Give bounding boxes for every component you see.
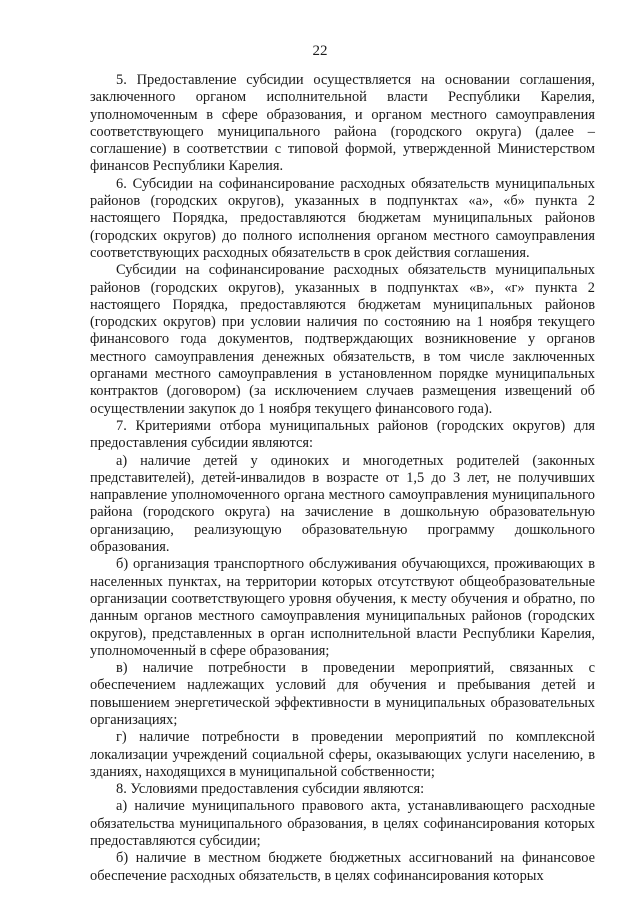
document-body: [90, 72, 595, 885]
paragraph-5: 5. Предоставление субсидии осуществляется на основании соглашения, заключенного органом исполнительной власти Республики Карелия, уполномоченным в сфере образования, и органом местного самоуправления соответствующего муниципального района (городского округа) (далее – соглашение) в соответствии с типовой формой, утвержденной Министерством финансов Республики Карелия.: [90, 72, 595, 175]
paragraph-8: 8. Условиями предоставления субсидии являются:: [116, 781, 425, 798]
paragraph-6: 6. Субсидии на софинансирование расходных обязательств муниципальных районов (городских округов), указанных в подпунктах «а», «б» пункта 2 настоящего Порядка, предоставляются бюджетам муниципальных районов (городских округов) до полного исполнения органом местного самоуправления соответствующих расходных обязательств в срок действия соглашения.: [90, 175, 595, 261]
paragraph-6-continued: Субсидии на софинансирование расходных обязательств муниципальных районов (городских округов), указанных в подпунктах «в», «г» пункта 2 настоящего Порядка, предоставляются бюджетам муниципальных районов (городских округов) при условии наличия по состоянию на 1 ноября текущего финансового года документов, подтверждающих возникновение у органов местного самоуправления денежных обязательств, в том числе заключенных органами местного самоуправления в установленном порядке муниципальных контрактов (договором) (за исключением случаев размещения извещений об осуществлении закупок до 1 ноября текущего финансового года).: [90, 262, 595, 417]
paragraph-7-b: б) организация транспортного обслуживания обучающихся, проживающих в населенных пунктах, на территории которых отсутствуют общеобразовательные организации соответствующего уровня обучения, к месту обучения и обратно, по данным органов местного самоуправления муниципальных районов (городских округов), представленных в орган исполнительной власти Республики Карелия, уполномоченный в сфере образования;: [90, 556, 595, 659]
paragraph-8-a: а) наличие муниципального правового акта, устанавливающего расходные обязательства муниципального образования, в целях софинансирования которых предоставляются субсидии;: [90, 798, 595, 850]
paragraph-7: 7. Критериями отбора муниципальных районов (городских округов) для предоставления субсидии являются:: [90, 417, 595, 452]
page-number: 22: [312, 43, 328, 59]
paragraph-7-g: г) наличие потребности в проведении мероприятий по комплексной локализации учреждений социальной сферы, оказывающих услуги населению, в зданиях, находящихся в муниципальной собственности;: [90, 729, 595, 780]
paragraph-7-v: в) наличие потребности в проведении мероприятий, связанных с обеспечением надлежащих условий для обучения и пребывания детей и повышением энергетической эффективности в муниципальных образовательных организациях;: [90, 660, 595, 728]
paragraph-8-b: б) наличие в местном бюджете бюджетных ассигнований на финансовое обеспечение расходных обязательств, в целях софинансирования которых: [90, 850, 595, 884]
paragraph-7-a: а) наличие детей у одиноких и многодетных родителей (законных представителей), детей-инвалидов в возрасте от 1,5 до 3 лет, не получивших направление уполномоченного органа местного самоуправления муниципального района (городского округа) на зачисление в дошкольную образовательную организацию, реализующую образовательную программу дошкольного образования.: [90, 452, 595, 556]
